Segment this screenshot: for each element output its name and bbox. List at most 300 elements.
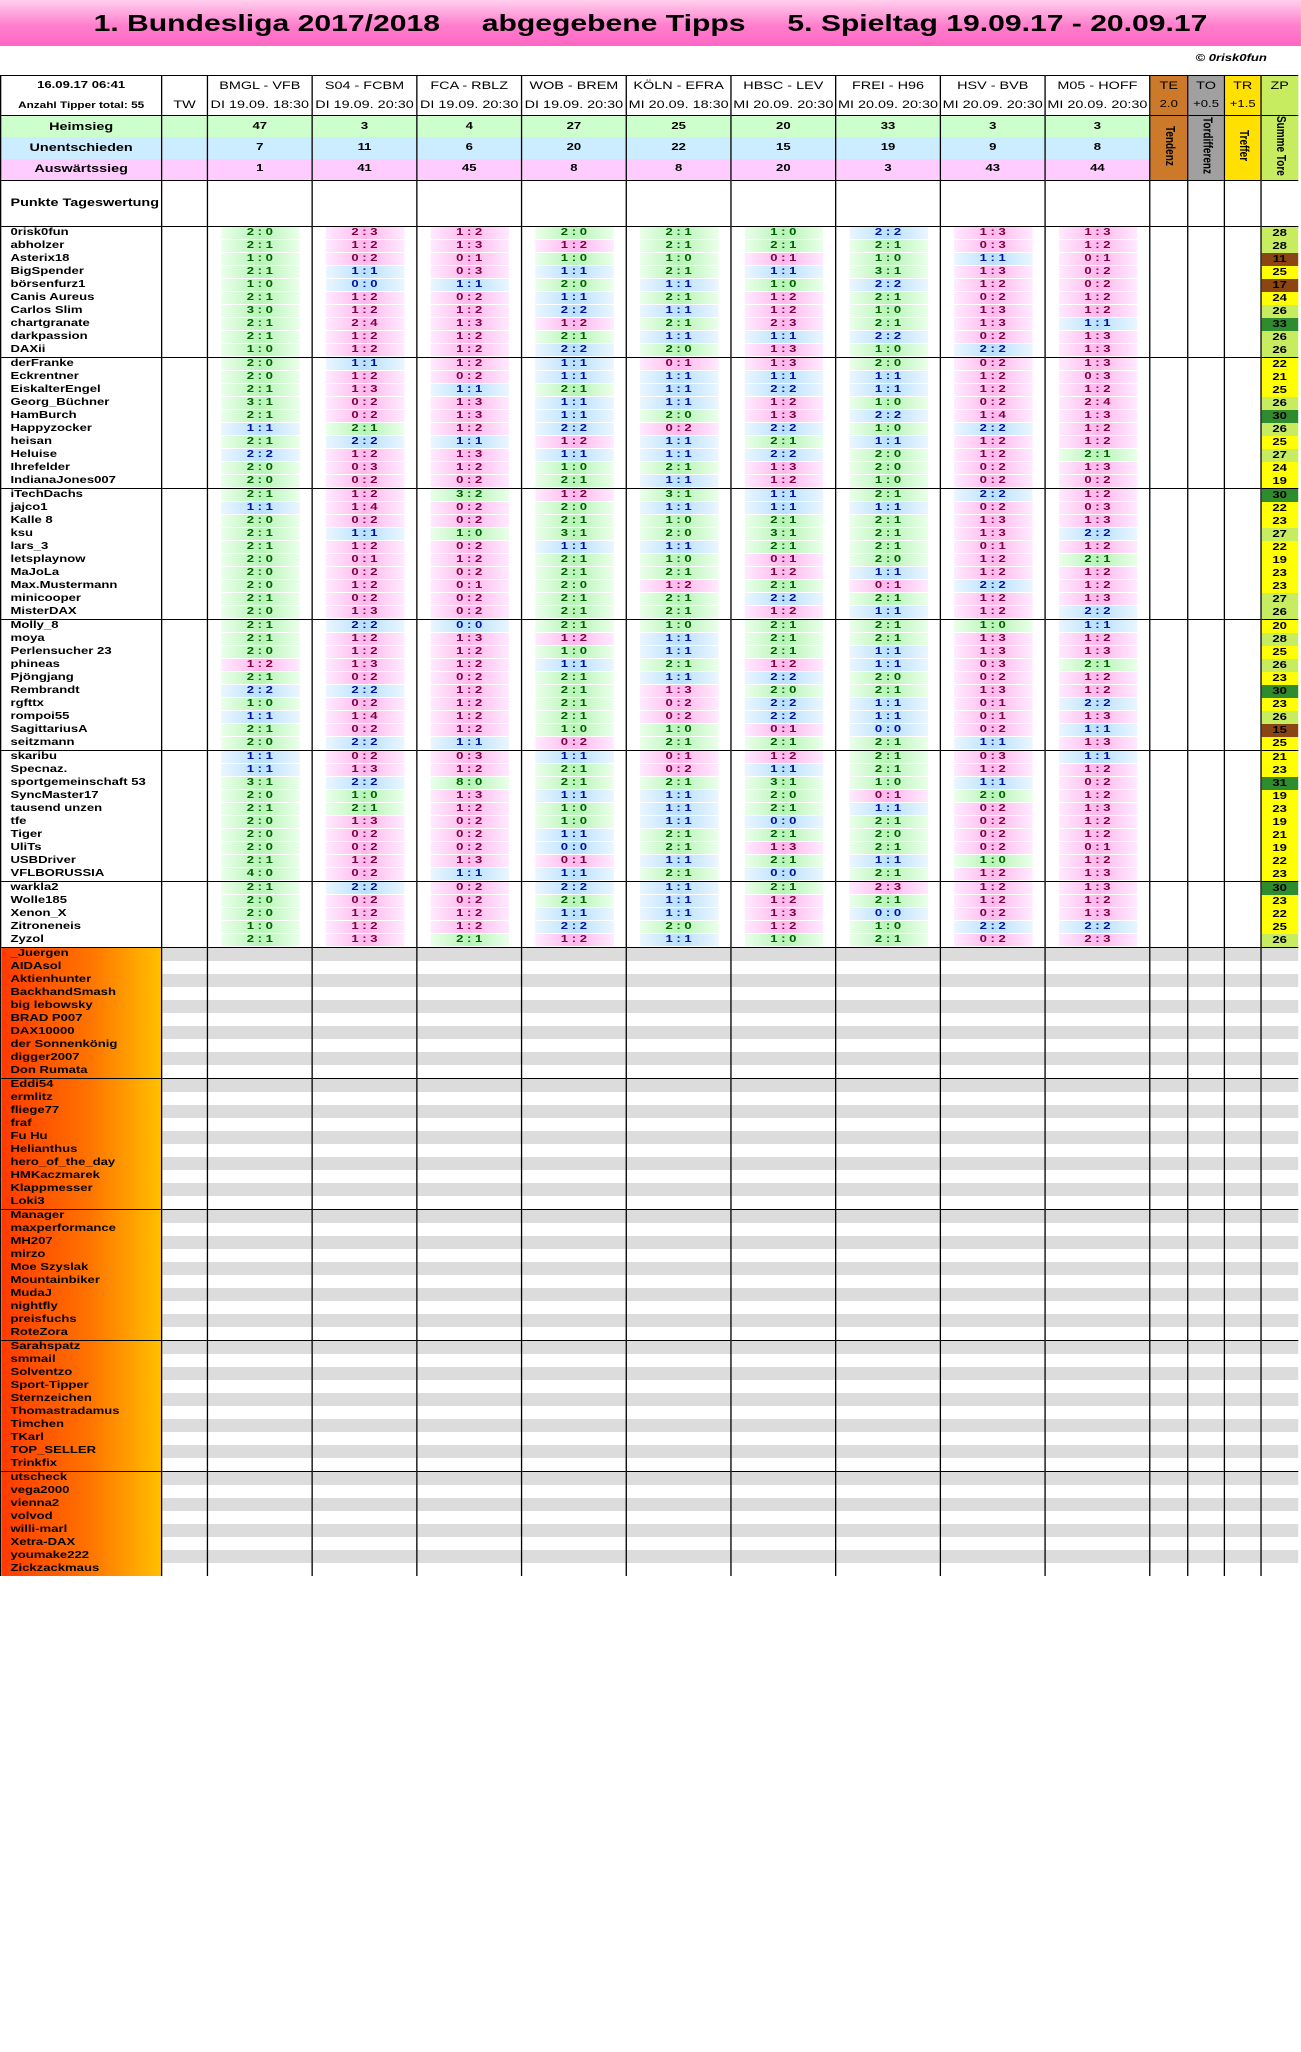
empty-cell [1188,974,1225,987]
tip-value: 1 : 4 [325,711,404,723]
empty-cell [417,1249,522,1262]
tip-value: 2 : 1 [639,606,718,618]
tip-value: 1 : 1 [953,777,1032,789]
empty-cell [1261,1432,1298,1445]
tip-cell [731,357,836,371]
tip-cell [522,305,627,318]
tip-cell [836,646,941,659]
empty-cell [1150,1563,1188,1576]
empty-cell [1224,1000,1261,1013]
stats-value: 8 [1045,137,1150,159]
tip-value: 2 : 2 [535,921,614,933]
empty-cell [1261,1458,1298,1472]
table-row [1,961,1298,974]
empty-cell [836,1105,941,1118]
empty-cell [940,1485,1045,1498]
tip-cell [731,593,836,606]
tip-value: 1 : 1 [535,397,614,409]
tip-value: 1 : 3 [325,764,404,776]
player-name: Zitroneneis [1,921,162,934]
tip-cell [207,842,312,855]
punkte-cell [1045,180,1150,226]
table-row [1,580,1298,593]
tip-value: 2 : 0 [221,646,300,658]
tip-value: 3 : 1 [849,266,928,278]
tip-cell [522,449,627,462]
empty-cell [312,1524,417,1537]
tip-value: 0 : 2 [953,724,1032,736]
tw-punkte [162,180,208,226]
scoring-cell [1150,619,1188,633]
tip-value: 1 : 1 [221,764,300,776]
empty-cell [1261,1419,1298,1432]
sum-cell [1261,331,1298,344]
empty-cell [1188,1327,1225,1341]
empty-cell [162,1144,208,1157]
scoring-cell [1150,868,1188,882]
tip-cell [731,475,836,489]
tip-value: 0 : 2 [325,515,404,527]
tip-cell [312,724,417,737]
non-tipper-name: willi-marl [1,1524,162,1537]
table-row [1,698,1298,711]
tip-cell [940,488,1045,502]
tip-value: 2 : 1 [639,318,718,330]
empty-cell [836,1144,941,1157]
tip-cell [522,580,627,593]
tip-cell [522,515,627,528]
empty-cell [626,1498,731,1511]
table-row [1,1327,1298,1341]
tip-cell [731,305,836,318]
empty-cell [522,1026,627,1039]
tip-cell [940,266,1045,279]
empty-cell [312,1327,417,1341]
tip-cell [940,646,1045,659]
sum-cell [1261,423,1298,436]
tip-value: 2 : 0 [849,358,928,370]
tip-value: 4 : 0 [221,868,300,880]
player-name: Heluise [1,449,162,462]
tip-value: 0 : 2 [325,672,404,684]
stats-value: 3 [940,116,1045,138]
empty-cell [626,961,731,974]
tip-value: 1 : 2 [953,279,1032,291]
empty-cell [836,1550,941,1563]
table-row [1,816,1298,829]
empty-cell [731,1209,836,1223]
tip-cell [836,253,941,266]
table-row [1,1406,1298,1419]
tip-cell [207,895,312,908]
tip-value: 2 : 1 [535,711,614,723]
empty-cell [417,987,522,1000]
scoring-cell [1224,305,1261,318]
tip-value: 1 : 2 [430,711,509,723]
tip-value: 1 : 3 [1058,515,1137,527]
empty-cell [940,1419,1045,1432]
non-tipper-name: Eddi54 [1,1078,162,1092]
tip-value: 1 : 3 [744,410,823,422]
tip-cell [312,331,417,344]
empty-cell [1224,961,1261,974]
tip-cell [731,318,836,331]
empty-cell [1188,1419,1225,1432]
tip-cell [731,580,836,593]
table-row [1,1118,1298,1131]
empty-cell [1188,1052,1225,1065]
tip-cell [940,803,1045,816]
empty-cell [626,1157,731,1170]
empty-cell [836,1511,941,1524]
empty-cell [1261,1052,1298,1065]
tip-value: 1 : 1 [639,790,718,802]
empty-cell [836,1537,941,1550]
empty-cell [522,974,627,987]
empty-cell [207,947,312,961]
tip-cell [1045,292,1150,305]
player-name: iTechDachs [1,488,162,502]
empty-cell [836,1183,941,1196]
tip-cell [417,764,522,777]
tw-cell [162,790,208,803]
match-date: MI 20.09. 20:30 [1045,96,1150,116]
match-teams: FREI - H96 [836,76,941,96]
tip-value: 1 : 1 [535,371,614,383]
empty-cell [207,1511,312,1524]
empty-cell [1261,1236,1298,1249]
table-row [1,1419,1298,1432]
tip-cell [207,606,312,620]
sum-cell [1261,488,1298,502]
tip-cell [1045,619,1150,633]
empty-cell [1045,1144,1150,1157]
empty-cell [626,1485,731,1498]
match-teams: S04 - FCBM [312,76,417,96]
tip-value: 2 : 2 [221,685,300,697]
tw-cell [162,777,208,790]
table-row [1,646,1298,659]
tip-value: 1 : 2 [953,554,1032,566]
scoring-cell [1150,488,1188,502]
player-name: abholzer [1,240,162,253]
tip-value: 1 : 2 [1058,829,1137,841]
match-teams: FCA - RBLZ [417,76,522,96]
table-row [1,947,1298,961]
tip-value: 2 : 1 [849,764,928,776]
match-date: MI 20.09. 20:30 [836,96,941,116]
stats-row-unent [1,137,1298,159]
empty-cell [940,1249,1045,1262]
tip-cell [312,698,417,711]
non-tipper-name: vienna2 [1,1498,162,1511]
tip-value: 2 : 0 [221,895,300,907]
match-teams: KÖLN - EFRA [626,76,731,96]
empty-cell [417,1236,522,1249]
empty-cell [1188,1275,1225,1288]
tip-value: 1 : 2 [430,698,509,710]
empty-cell [417,1196,522,1210]
empty-cell [207,1550,312,1563]
empty-cell [522,1223,627,1236]
tip-cell [626,646,731,659]
sum-cell [1261,908,1298,921]
empty-cell [162,1052,208,1065]
scoring-cell [1150,698,1188,711]
empty-cell [836,1445,941,1458]
table-row [1,1314,1298,1327]
empty-cell [1224,1380,1261,1393]
stats-value: 20 [522,137,627,159]
table-row [1,593,1298,606]
tw-cell [162,279,208,292]
empty-cell [731,1393,836,1406]
sum-cell [1261,711,1298,724]
empty-cell [162,1537,208,1550]
empty-cell [162,1419,208,1432]
empty-cell [940,1236,1045,1249]
tip-value: 2 : 1 [221,593,300,605]
tip-value: 1 : 1 [744,489,823,501]
punkte-cell [207,180,312,226]
empty-cell [417,974,522,987]
tip-cell [731,436,836,449]
sum-cell [1261,659,1298,672]
scoring-cell [1224,921,1261,934]
tip-value: 1 : 3 [953,227,1032,239]
empty-cell [1188,1092,1225,1105]
title-banner [0,0,1301,46]
empty-cell [417,1288,522,1301]
tip-cell [940,410,1045,423]
empty-cell [1045,1026,1150,1039]
player-name: Tiger [1,829,162,842]
sum-value: 25 [1262,737,1298,750]
empty-cell [312,961,417,974]
stats-row-ausw [1,159,1298,181]
tip-cell [417,606,522,620]
sum-cell [1261,475,1298,489]
tip-value: 2 : 1 [221,724,300,736]
tip-value: 1 : 2 [953,593,1032,605]
empty-cell [162,1380,208,1393]
player-name: tfe [1,816,162,829]
tip-cell [417,816,522,829]
empty-cell [836,1209,941,1223]
tip-cell [940,541,1045,554]
stats-value: 19 [836,137,941,159]
scoring-cell [1150,541,1188,554]
tip-value: 2 : 1 [849,541,928,553]
empty-cell [417,1105,522,1118]
tip-cell [207,934,312,948]
tip-cell [312,226,417,240]
tip-cell [522,541,627,554]
tip-cell [312,436,417,449]
scoring-cell [1150,344,1188,358]
empty-cell [417,1026,522,1039]
empty-cell [626,1301,731,1314]
non-tipper-name: Manager [1,1209,162,1223]
empty-cell [1150,961,1188,974]
empty-cell [522,1393,627,1406]
tip-cell [626,777,731,790]
empty-cell [207,1078,312,1092]
empty-cell [162,1170,208,1183]
empty-cell [1261,1485,1298,1498]
sum-cell [1261,764,1298,777]
empty-cell [731,1118,836,1131]
tip-value: 0 : 2 [953,803,1032,815]
tw-cell [162,253,208,266]
table-row [1,1026,1298,1039]
empty-cell [522,1485,627,1498]
scoring-cell [1224,881,1261,895]
empty-cell [207,1380,312,1393]
scoring-cell [1188,344,1225,358]
tip-cell [836,226,941,240]
empty-cell [417,1209,522,1223]
empty-cell [522,1419,627,1432]
tip-value: 1 : 2 [535,240,614,252]
empty-cell [1150,1052,1188,1065]
empty-cell [312,1367,417,1380]
tip-value: 1 : 2 [430,423,509,435]
tip-cell [940,331,1045,344]
tip-cell [522,895,627,908]
empty-cell [731,1026,836,1039]
tip-cell [940,384,1045,397]
empty-cell [162,1013,208,1026]
tip-cell [522,371,627,384]
empty-cell [940,1471,1045,1485]
tip-cell [522,462,627,475]
tip-value: 0 : 1 [430,580,509,592]
player-name: Perlensucher 23 [1,646,162,659]
tip-value: 1 : 2 [744,895,823,907]
tip-cell [836,305,941,318]
tip-cell [731,829,836,842]
sum-cell [1261,698,1298,711]
table-row [1,502,1298,515]
tip-cell [522,436,627,449]
tip-value: 2 : 1 [639,567,718,579]
tip-value: 0 : 2 [325,475,404,487]
empty-cell [417,1340,522,1354]
empty-cell [1188,1471,1225,1485]
empty-cell [1188,1262,1225,1275]
empty-cell [1224,1275,1261,1288]
tip-value: 1 : 3 [953,318,1032,330]
tip-cell [207,672,312,685]
empty-cell [626,1013,731,1026]
tip-value: 1 : 2 [1058,895,1137,907]
tip-cell [1045,934,1150,948]
tw-cell [162,371,208,384]
empty-cell [1261,1157,1298,1170]
tip-value: 1 : 1 [221,751,300,763]
tip-value: 1 : 2 [953,882,1032,894]
sum-value: 30 [1262,882,1298,895]
tip-cell [417,593,522,606]
tip-value: 0 : 2 [953,462,1032,474]
tip-cell [626,331,731,344]
empty-cell [836,1393,941,1406]
tip-value: 1 : 3 [744,358,823,370]
tip-cell [207,790,312,803]
tip-value: 2 : 1 [221,436,300,448]
empty-cell [207,1419,312,1432]
tw-label: TW [162,96,208,116]
empty-cell [836,1524,941,1537]
scoring-cell [1224,934,1261,948]
non-tipper-name: volvod [1,1511,162,1524]
empty-cell [1045,1485,1150,1498]
scoring-cell [1224,397,1261,410]
empty-cell [836,1275,941,1288]
empty-cell [1224,1092,1261,1105]
tip-value: 0 : 2 [953,475,1032,487]
sum-cell [1261,462,1298,475]
sum-value: 26 [1262,423,1298,436]
scoring-cell [1150,580,1188,593]
tip-value: 0 : 2 [430,593,509,605]
tip-value: 1 : 2 [953,567,1032,579]
empty-cell [836,1052,941,1065]
empty-cell [1045,1065,1150,1079]
tip-cell [312,318,417,331]
empty-cell [1150,1511,1188,1524]
tip-value: 1 : 1 [639,384,718,396]
tip-value: 1 : 1 [744,764,823,776]
scoring-cell [1224,829,1261,842]
tip-value: 0 : 2 [430,816,509,828]
tip-value: 1 : 3 [1058,410,1137,422]
tip-value: 2 : 2 [221,449,300,461]
tip-cell [940,357,1045,371]
empty-cell [1188,1524,1225,1537]
match-date: DI 19.09. 20:30 [522,96,627,116]
tipper-total: Anzahl Tipper total: 55 [1,96,162,116]
tip-cell [417,724,522,737]
tip-value: 1 : 1 [953,253,1032,265]
scoring-cell [1150,449,1188,462]
table-row [1,567,1298,580]
scoring-cell [1188,462,1225,475]
empty-cell [1045,947,1150,961]
empty-cell [1224,1196,1261,1210]
scoring-cell [1188,646,1225,659]
empty-cell [1261,1170,1298,1183]
tip-cell [731,868,836,882]
non-tipper-name: ermlitz [1,1092,162,1105]
sum-cell [1261,790,1298,803]
tip-value: 1 : 1 [1058,751,1137,763]
tip-cell [522,685,627,698]
empty-cell [522,1550,627,1563]
stats-value: 25 [626,116,731,138]
sum-cell [1261,318,1298,331]
tip-cell [207,881,312,895]
empty-cell [1150,1183,1188,1196]
empty-cell [626,1223,731,1236]
scoring-cell [1150,737,1188,751]
tip-cell [1045,777,1150,790]
scoring-cell [1188,502,1225,515]
tip-cell [731,449,836,462]
tip-value: 0 : 2 [430,829,509,841]
tip-cell [417,698,522,711]
